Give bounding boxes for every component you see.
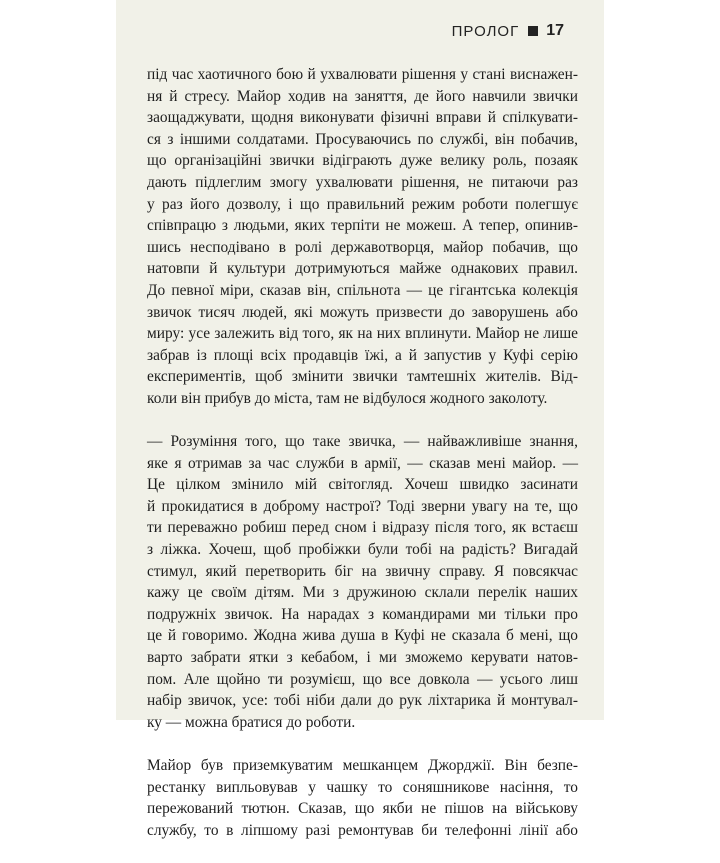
text-line: під час хаотичного бою й ухвалювати рішення у стані виснажен- <box>147 66 578 83</box>
text-line: співпрацю з людьми, яких терпіти не можеш. А тепер, опинив- <box>147 217 578 235</box>
text-line: — Розуміння того, що таке звичка, — найважливіше знання, <box>147 433 578 451</box>
text-line: варто забрати ятки з кебабом, і ми зможемо керувати натов- <box>147 649 578 667</box>
text-line: звичок тисяч людей, які можуть призвести до заворушень або <box>147 303 578 321</box>
text-line: з ліжка. Хочеш, щоб пробіжки були тобі на радість? Вигадай <box>147 541 578 559</box>
text-line: пом. Але щойно ти розумієш, що все довкола — усього лиш <box>147 670 578 688</box>
text-line: Це цілком змінило мій світогляд. Хочеш швидко засинати <box>147 476 578 494</box>
text-line: у раз його дозволу, і що правильний режим роботи полегшує <box>147 195 578 213</box>
text-line: рестанку випльовував у чашку то соняшникове насіння, то <box>147 778 578 796</box>
text-line: яке я отримав за час служби в армії, — сказав мені майор. — <box>147 454 578 472</box>
text-line: ся з іншими солдатами. Просуваючись по службі, він побачив, <box>147 130 578 148</box>
text-line: натовпи й культури дотримуються майже однакових правил. <box>147 260 578 278</box>
text-line: дають підлеглим змогу ухвалювати рішення, не питаючи раз <box>147 173 578 191</box>
text-line: кажу це своїм дітям. Ми з дружиною склали перелік наших <box>147 584 578 602</box>
paragraph <box>147 755 578 841</box>
running-head <box>452 22 564 40</box>
text-line: експериментів, щоб змінити звички тамтешніх жителів. Від- <box>147 368 578 386</box>
text-line: пережований тютюн. Сказав, що якби не пішов на військову <box>147 800 578 818</box>
page-number: 17 <box>546 22 564 39</box>
text-line: ти переважно робиш перед сном і відразу після того, як встаєш <box>147 519 578 537</box>
text-line: До певної міри, сказав він, спільнота — це гігантська колекція <box>147 281 578 299</box>
text-line: заощаджувати, щодня виконувати фізичні вправи й спілкувати- <box>147 109 578 127</box>
text-line: подружніх звичок. На нарадах з командирами ми тільки про <box>147 605 578 623</box>
body-text <box>147 64 578 863</box>
text-line: набір звичок, усе: тобі ніби дали до рук ліхтарика й монтувал- <box>147 692 578 710</box>
section-title: ПРОЛОГ <box>451 22 520 40</box>
book-page <box>116 0 604 839</box>
text-line: службу, то в ліпшому разі ремонтував би телефонні лінії або <box>147 821 578 839</box>
text-line: коли він прибув до міста, там не відбулося жодного заколоту. <box>147 389 548 407</box>
text-line: стимул, який перетворить біг на звичну справу. Я повсякчас <box>147 562 578 580</box>
text-line: й прокидатися в доброму настрої? Тоді зверни увагу на те, що <box>147 497 578 515</box>
text-line: шись несподівано в ролі державотворця, майор побачив, що <box>147 238 578 256</box>
paragraph <box>147 431 578 733</box>
text-line: це й говоримо. Жодна жива душа в Куфі не сказала б мені, що <box>147 627 578 645</box>
text-line: забрав із площі всіх продавців їжі, а й запустив у Куфі серію <box>147 346 578 364</box>
text-line: Майор був приземкуватим мешканцем Джорджії. Він безпе- <box>147 757 578 774</box>
square-separator-icon <box>528 26 538 36</box>
text-line: ку — можна братися до роботи. <box>147 713 356 731</box>
text-line: миру: усе залежить від того, як на них вплинути. Майор не лише <box>147 325 578 343</box>
text-line: ня й стресу. Майор ходив на заняття, де його навчили звички <box>147 87 578 105</box>
text-line: що організаційні звички відіграють дуже велику роль, позаяк <box>147 152 578 170</box>
paragraph <box>147 64 578 410</box>
